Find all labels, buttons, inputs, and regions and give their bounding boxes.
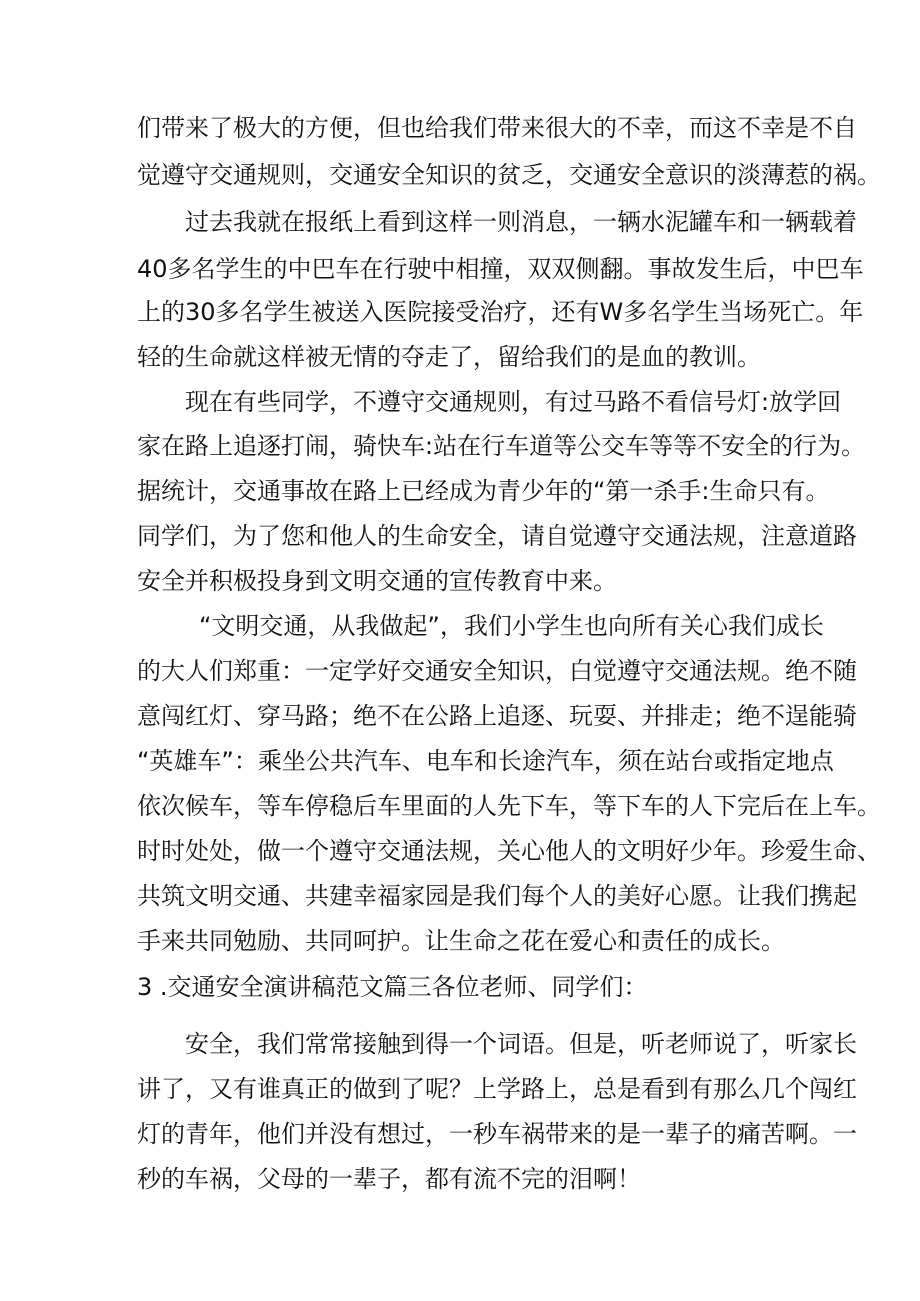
text-line: 时时处处，做一个遵守交通法规，关心他人的文明好少年。珍爱生命、 bbox=[137, 837, 881, 865]
text-line: 据统计，交通事故在路上已经成为青少年的“第一杀手:生命只有。 bbox=[137, 477, 830, 505]
text-line: 依次候车，等车停稳后车里面的人先下车，等下车的人下完后在上车。 bbox=[137, 792, 881, 820]
text-line: 们带来了极大的方便，但也给我们带来很大的不幸，而这不幸是不自 bbox=[137, 114, 857, 142]
text-line: “英雄车”：乘坐公共汽车、电车和长途汽车，须在站台或指定地点 bbox=[137, 747, 834, 775]
paragraph-first-line: 安全，我们常常接触到得一个词语。但是，听老师说了，听家长 bbox=[185, 1030, 857, 1058]
text-line: 秒的车祸，父母的一辈子，都有流不完的泪啊！ bbox=[137, 1165, 641, 1193]
text-line: 的大人们郑重：一定学好交通安全知识，白觉遵守交通法规。绝不随 bbox=[137, 657, 857, 685]
text-line: 同学们，为了您和他人的生命安全，请自觉遵守交通法规，注意道路 bbox=[137, 522, 857, 550]
paragraph-first-line: 现在有些同学，不遵守交通规则，有过马路不看信号灯:放学回 bbox=[185, 388, 842, 416]
paragraph-first-line: 过去我就在报纸上看到这样一则消息，一辆水泥罐车和一辆载着 bbox=[185, 208, 857, 236]
text-line: 40多名学生的中巴车在行驶中相撞，双双侧翻。事故发生后，中巴车 bbox=[137, 255, 864, 283]
text-line: 觉遵守交通规则，交通安全知识的贫乏，交通安全意识的淡薄惹的祸。 bbox=[137, 161, 881, 189]
text-line: 上的30多名学生被送入医院接受治疗，还有W多名学生当场死亡。年 bbox=[137, 298, 864, 326]
text-line: 家在路上追逐打闹，骑快车:站在行车道等公交车等等不安全的行为。 bbox=[137, 432, 866, 460]
text-line: 讲了，又有谁真正的做到了呢？上学路上，总是看到有那么几个闯红 bbox=[137, 1075, 857, 1103]
text-line: 轻的生命就这样被无情的夺走了，留给我们的是血的教训。 bbox=[137, 343, 761, 371]
text-line: 灯的青年，他们并没有想过，一秒车祸带来的是一辈子的痛苦啊。一 bbox=[137, 1120, 857, 1148]
text-line: 安全并积极投身到文明交通的宣传教育中来。 bbox=[137, 567, 617, 595]
section-heading: 3 .交通安全演讲稿范文篇三各位老师、同学们： bbox=[137, 973, 648, 1001]
text-line: 手来共同勉励、共同呵护。让生命之花在爱心和责任的成长。 bbox=[137, 927, 785, 955]
paragraph-first-line: “文明交通，从我做起”，我们小学生也向所有关心我们成长 bbox=[199, 612, 824, 640]
text-line: 共筑文明交通、共建幸福家园是我们每个人的美好心愿。让我们携起 bbox=[137, 882, 857, 910]
text-line: 意闯红灯、穿马路；绝不在公路上追逐、玩耍、并排走；绝不逞能骑 bbox=[137, 702, 857, 730]
